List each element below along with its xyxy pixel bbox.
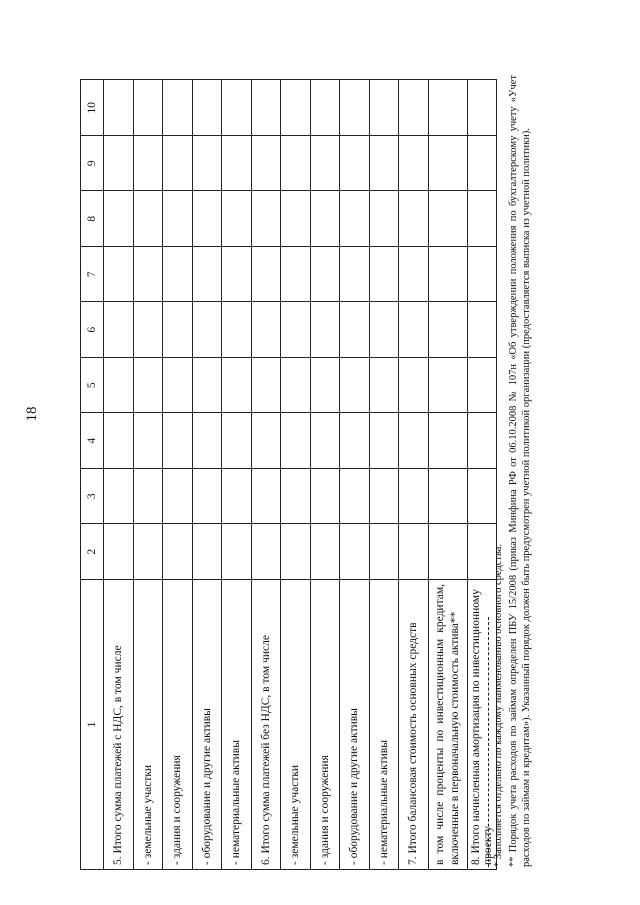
value-cell: [192, 413, 222, 469]
value-cell: [340, 191, 370, 247]
value-cell: [428, 302, 467, 358]
table-row: [104, 80, 134, 870]
value-cell: [251, 80, 281, 136]
value-cell: [340, 524, 370, 580]
header-cell: 5: [81, 358, 104, 414]
table-row: [281, 80, 311, 870]
value-cell: [281, 302, 311, 358]
value-cell: [251, 413, 281, 469]
value-cell: [399, 80, 429, 136]
value-cell: [310, 524, 340, 580]
value-cell: [281, 358, 311, 414]
row-label-cell: [310, 580, 340, 870]
value-cell: [399, 247, 429, 303]
value-cell: [222, 358, 252, 414]
value-cell: [399, 524, 429, 580]
value-cell: [163, 80, 193, 136]
value-cell: [104, 136, 134, 192]
table-row: [192, 80, 222, 870]
value-cell: [369, 302, 399, 358]
page-number: 18: [24, 406, 40, 422]
table-row: [310, 80, 340, 870]
value-cell: [192, 80, 222, 136]
payments-table: [80, 80, 497, 871]
row-label: - нематериальные активы: [377, 740, 390, 865]
value-cell: [222, 413, 252, 469]
table-row: [163, 80, 193, 870]
header-cell: 7: [81, 247, 104, 303]
footnote-divider: [488, 617, 489, 867]
value-cell: [222, 191, 252, 247]
value-cell: [163, 413, 193, 469]
row-label-cell: [251, 580, 281, 870]
row-label-cell: [133, 580, 163, 870]
value-cell: [222, 247, 252, 303]
table-row: [399, 80, 429, 870]
value-cell: [251, 358, 281, 414]
value-cell: [281, 136, 311, 192]
value-cell: [251, 191, 281, 247]
value-cell: [399, 136, 429, 192]
row-label-cell: [104, 580, 134, 870]
value-cell: [163, 136, 193, 192]
row-label-cell: [281, 580, 311, 870]
value-cell: [369, 80, 399, 136]
row-label: - здания и сооружения: [318, 755, 331, 865]
table-body: [104, 80, 497, 870]
row-label-cell: [340, 580, 370, 870]
header-cell: 10: [81, 80, 104, 136]
value-cell: [104, 358, 134, 414]
row-label-cell: [192, 580, 222, 870]
value-cell: [192, 358, 222, 414]
value-cell: [399, 413, 429, 469]
value-cell: [369, 191, 399, 247]
value-cell: [133, 191, 163, 247]
value-cell: [192, 247, 222, 303]
value-cell: [310, 302, 340, 358]
header-cell: 4: [81, 413, 104, 469]
table-row: [251, 80, 281, 870]
value-cell: [251, 136, 281, 192]
value-cell: [310, 358, 340, 414]
value-cell: [369, 469, 399, 525]
value-cell: [222, 302, 252, 358]
value-cell: [340, 358, 370, 414]
value-cell: [310, 469, 340, 525]
row-label: - здания и сооружения: [171, 755, 184, 865]
row-label-cell: [399, 580, 429, 870]
row-label: - земельные участки: [289, 764, 302, 865]
value-cell: [340, 80, 370, 136]
value-cell: [428, 413, 467, 469]
table-row: [369, 80, 399, 870]
value-cell: [133, 413, 163, 469]
value-cell: [340, 136, 370, 192]
row-label: 7. Итого балансовая стоимость основных средств: [407, 622, 420, 865]
table-row: [428, 80, 467, 870]
header-cell: 6: [81, 302, 104, 358]
row-label: 8. Итого начисленная амортизация по инвестиционному проекту: [469, 589, 494, 865]
value-cell: [428, 247, 467, 303]
row-label-cell: [428, 580, 467, 870]
value-cell: [369, 524, 399, 580]
footnotes: [492, 75, 535, 867]
table-row: [222, 80, 252, 870]
row-label: - оборудование и другие активы: [200, 708, 213, 865]
row-label-cell: [222, 580, 252, 870]
header-cell: 3: [81, 469, 104, 525]
value-cell: [222, 80, 252, 136]
value-cell: [133, 469, 163, 525]
value-cell: [310, 413, 340, 469]
footnote-one: * Заполняется отдельно по каждому наименованию основного средства.: [493, 543, 504, 867]
value-cell: [133, 524, 163, 580]
row-label: - нематериальные активы: [230, 740, 243, 865]
row-label-cell: [163, 580, 193, 870]
value-cell: [192, 136, 222, 192]
row-label: - земельные участки: [141, 764, 154, 865]
value-cell: [163, 247, 193, 303]
header-cell: 8: [81, 191, 104, 247]
header-cell: 1: [81, 580, 104, 870]
value-cell: [192, 524, 222, 580]
value-cell: [340, 469, 370, 525]
value-cell: [163, 358, 193, 414]
value-cell: [222, 524, 252, 580]
table-row: [133, 80, 163, 870]
value-cell: [281, 191, 311, 247]
value-cell: [428, 469, 467, 525]
row-label: 6. Итого сумма платежей без НДС, в том числе: [259, 635, 272, 865]
value-cell: [281, 469, 311, 525]
value-cell: [104, 302, 134, 358]
value-cell: [163, 191, 193, 247]
value-cell: [104, 80, 134, 136]
header-row: [81, 80, 104, 870]
value-cell: [399, 358, 429, 414]
footnote-two: ** Порядок учета расходов по займам определен ПБУ 15/2008 (приказ Минфина РФ от 06.10.2008 № 107н «Об утверждении положения по бухгалтерскому учету «Учет расходов по займам и кредитам»). Указанный порядок должен быть предусмотрен учетной политикой организации (предоставляется выписка из учетной политики).: [507, 75, 533, 867]
value-cell: [104, 191, 134, 247]
value-cell: [163, 469, 193, 525]
value-cell: [163, 302, 193, 358]
value-cell: [104, 413, 134, 469]
value-cell: [428, 191, 467, 247]
value-cell: [192, 302, 222, 358]
value-cell: [399, 469, 429, 525]
value-cell: [222, 136, 252, 192]
value-cell: [369, 136, 399, 192]
value-cell: [428, 524, 467, 580]
value-cell: [399, 302, 429, 358]
value-cell: [104, 469, 134, 525]
header-cell: 9: [81, 136, 104, 192]
value-cell: [369, 247, 399, 303]
value-cell: [310, 136, 340, 192]
table-row: [340, 80, 370, 870]
value-cell: [163, 524, 193, 580]
value-cell: [192, 191, 222, 247]
value-cell: [340, 302, 370, 358]
value-cell: [399, 191, 429, 247]
value-cell: [281, 413, 311, 469]
value-cell: [281, 247, 311, 303]
value-cell: [104, 524, 134, 580]
row-label: в том числе проценты по инвестиционным кредитам, включенные в первоначальную стоимость актива**: [434, 584, 461, 865]
value-cell: [428, 358, 467, 414]
value-cell: [281, 524, 311, 580]
value-cell: [281, 80, 311, 136]
value-cell: [340, 413, 370, 469]
value-cell: [428, 136, 467, 192]
value-cell: [428, 80, 467, 136]
value-cell: [133, 247, 163, 303]
value-cell: [369, 358, 399, 414]
value-cell: [251, 302, 281, 358]
value-cell: [133, 136, 163, 192]
row-label-cell: [369, 580, 399, 870]
value-cell: [222, 469, 252, 525]
row-label: - оборудование и другие активы: [348, 708, 361, 865]
value-cell: [340, 247, 370, 303]
value-cell: [310, 191, 340, 247]
value-cell: [251, 247, 281, 303]
value-cell: [133, 80, 163, 136]
value-cell: [310, 247, 340, 303]
value-cell: [251, 524, 281, 580]
value-cell: [310, 80, 340, 136]
value-cell: [104, 247, 134, 303]
value-cell: [192, 469, 222, 525]
row-label: 5. Итого сумма платежей с НДС, в том числе: [112, 645, 125, 865]
value-cell: [133, 302, 163, 358]
value-cell: [251, 469, 281, 525]
header-cell: 2: [81, 524, 104, 580]
value-cell: [133, 358, 163, 414]
value-cell: [369, 413, 399, 469]
